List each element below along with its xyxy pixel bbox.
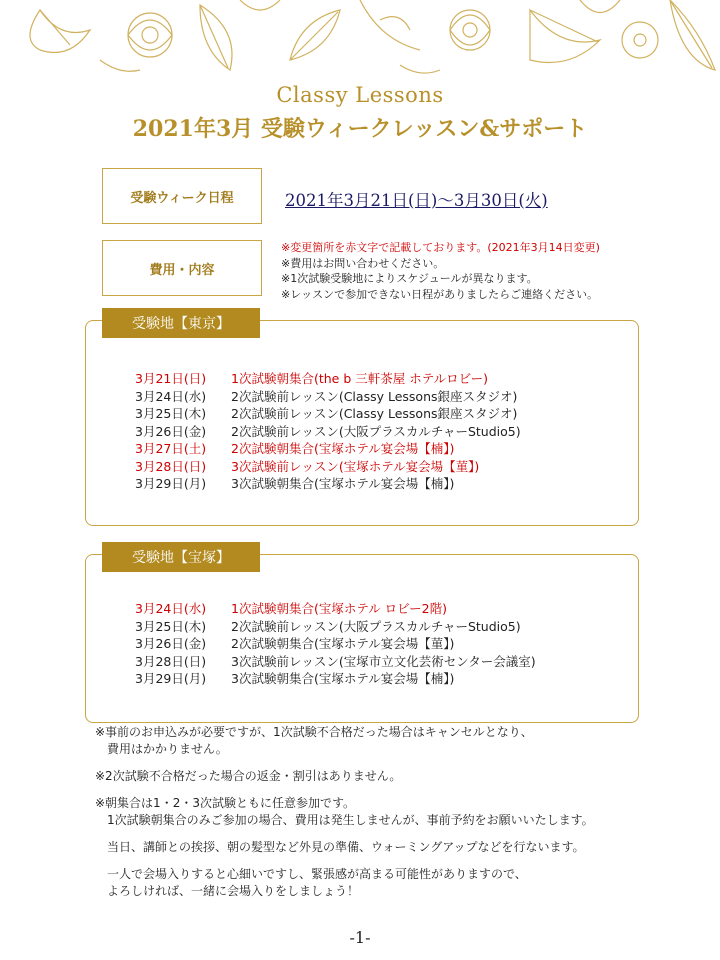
fee-label-box bbox=[102, 240, 262, 296]
schedule-row bbox=[135, 370, 521, 388]
fee-label: 費用・内容 bbox=[149, 262, 215, 278]
contact-note: ※レッスンで参加できない日程がありましたらご連絡ください。 bbox=[281, 287, 599, 301]
fee-note: ※費用はお問い合わせください。 bbox=[281, 256, 445, 270]
schedule-date: 3月29日(月) bbox=[135, 476, 207, 491]
schedule-row bbox=[135, 618, 536, 636]
cancellation-note bbox=[95, 724, 695, 758]
schedule-row bbox=[135, 600, 536, 618]
schedule-date: 3月25日(木) bbox=[135, 406, 207, 421]
tokyo-schedule bbox=[135, 370, 521, 493]
schedule-row bbox=[135, 440, 521, 458]
schedule-text: 1次試験朝集合(宝塚ホテル ロビー2階) bbox=[231, 601, 448, 616]
note-line: ※事前のお申込みが必要ですが、1次試験不合格だった場合はキャンセルとなり、 bbox=[95, 725, 533, 739]
schedule-text: 2次試験朝集合(宝塚ホテル宴会場【楠】) bbox=[231, 441, 455, 456]
note-line: ※朝集合は1・2・3次試験ともに任意参加です。 bbox=[95, 796, 356, 810]
schedule-row bbox=[135, 670, 536, 688]
footer-notes bbox=[95, 724, 695, 910]
schedule-text: 2次試験前レッスン(大阪プラスカルチャーStudio5) bbox=[231, 618, 521, 634]
brand-title: Classy Lessons bbox=[276, 83, 444, 107]
schedule-text: 3次試験朝集合(宝塚ホテル宴会場【楠】) bbox=[231, 476, 455, 491]
fee-notes bbox=[281, 240, 600, 302]
schedule-date: 3月25日(木) bbox=[135, 618, 207, 634]
note-line: 当日、講師との挨拶、朝の髪型など外見の準備、ウォーミングアップなどを行ないます。 bbox=[107, 840, 585, 854]
schedule-date: 3月26日(金) bbox=[135, 423, 207, 439]
schedule-note: ※1次試験受験地によりスケジュールが異なります。 bbox=[281, 272, 538, 285]
schedule-date: 3月29日(月) bbox=[135, 671, 207, 686]
note-line: 費用はかかりません。 bbox=[107, 742, 228, 756]
schedule-text: 2次試験前レッスン(大阪プラスカルチャーStudio5) bbox=[231, 423, 521, 439]
schedule-row bbox=[135, 388, 521, 406]
schedule-date: 3月28日(日) bbox=[135, 458, 207, 474]
schedule-date: 3月28日(日) bbox=[135, 653, 207, 669]
change-note: ※変更箇所を赤文字で記載しております。(2021年3月14日変更) bbox=[281, 241, 600, 254]
schedule-row bbox=[135, 405, 521, 423]
week-label-box bbox=[102, 168, 262, 224]
note-line: よろしければ、一緒に会場入りをしましょう！ bbox=[107, 884, 360, 898]
preparation-note bbox=[95, 839, 695, 856]
week-label: 受験ウィーク日程 bbox=[130, 190, 234, 206]
schedule-date: 3月21日(日) bbox=[135, 371, 207, 386]
schedule-text: 2次試験前レッスン(Classy Lessons銀座スタジオ) bbox=[231, 388, 518, 404]
schedule-text: 3次試験前レッスン(宝塚ホテル宴会場【菫】) bbox=[231, 458, 480, 474]
tokyo-tab-label: 受験地【東京】 bbox=[132, 316, 230, 332]
schedule-text: 1次試験朝集合(the b 三軒茶屋 ホテルロビー) bbox=[231, 371, 488, 386]
takarazuka-schedule bbox=[135, 600, 536, 688]
floral-header-decoration bbox=[0, 0, 720, 80]
schedule-row bbox=[135, 458, 521, 476]
refund-note bbox=[95, 768, 695, 785]
note-line: 1次試験朝集合のみご参加の場合、費用は発生しませんが、事前予約をお願いいたします。 bbox=[107, 813, 594, 827]
schedule-text: 3次試験前レッスン(宝塚市立文化芸術センター会議室) bbox=[231, 653, 536, 669]
schedule-row bbox=[135, 653, 536, 671]
schedule-row bbox=[135, 635, 536, 653]
takarazuka-tab bbox=[102, 542, 260, 572]
schedule-date: 3月26日(金) bbox=[135, 636, 207, 651]
schedule-text: 3次試験朝集合(宝塚ホテル宴会場【楠】) bbox=[231, 671, 455, 686]
schedule-text: 2次試験朝集合(宝塚ホテル宴会場【菫】) bbox=[231, 636, 455, 651]
schedule-row bbox=[135, 475, 521, 493]
note-line: ※2次試験不合格だった場合の返金・割引はありません。 bbox=[95, 769, 402, 783]
schedule-date: 3月24日(水) bbox=[135, 388, 207, 404]
schedule-date: 3月27日(土) bbox=[135, 441, 207, 456]
takarazuka-tab-label: 受験地【宝塚】 bbox=[132, 550, 230, 566]
invitation-note bbox=[95, 866, 695, 900]
meeting-note bbox=[95, 795, 695, 829]
schedule-row bbox=[135, 423, 521, 441]
week-dates: 2021年3月21日(日)〜3月30日(火) bbox=[285, 191, 548, 210]
schedule-text: 2次試験前レッスン(Classy Lessons銀座スタジオ) bbox=[231, 406, 518, 421]
schedule-date: 3月24日(水) bbox=[135, 601, 207, 616]
note-line: 一人で会場入りすると心細いですし、緊張感が高まる可能性がありますので、 bbox=[107, 867, 527, 881]
page-title: 2021年3月 受験ウィークレッスン&サポート bbox=[132, 116, 588, 142]
tokyo-tab bbox=[102, 308, 260, 338]
page-number: -1- bbox=[349, 928, 371, 947]
